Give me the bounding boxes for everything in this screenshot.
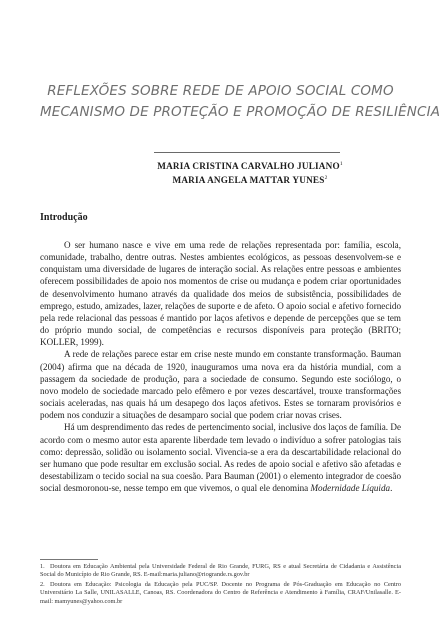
footnote-marker-2: 2	[324, 175, 328, 182]
section-heading: Introdução	[40, 212, 88, 223]
footnote-1: 1. Doutora em Educação Ambiental pela Universidade Federal de Rio Grande, FURG, RS e atual Secretária de Cidadania e Assistência Social do Município de Rio Grande, RS. E-mail:maria.juliano@riogrande.rs.gov.br	[40, 563, 401, 579]
author-list	[100, 158, 400, 186]
article-title	[40, 81, 441, 123]
footnote-divider	[40, 559, 98, 560]
paragraph-2: A rede de relações parece estar em crise neste mundo em constante transformação. Bauman (2004) afirma que na década de 1920, inauguramos uma nova era da história mundial, com a passagem da sociedade de produção, para a sociedade de consumo. Segundo este sociólogo, o novo modelo de sociedade marcado pelo efêmero e por vezes descartável, trouxe transformações sociais aceleradas, nas quais há um desapego dos laços afetivos. Estes se tornaram provisórios e podem nos conduzir a situações de desamparo social que podem criar novas crises.	[40, 349, 401, 421]
paragraph-1: O ser humano nasce e vive em uma rede de relações representada por: família, escola, comunidade, trabalho, dentre outras. Nestes ambientes ecológicos, as pessoas desenvolvem-se e conquistam uma diversidade de lugares de interação social. As relações entre pessoas e ambientes oferecem possibilidades de apoio nos momentos de crise ou mudança e podem criar oportunidades de desenvolvimento humano através da qualidade dos meios de subsistência, possibilidades de emprego, estudo, amizades, lazer, relações de suporte e de afeto. O apoio social e afetivo fornecido pela rede relacional das pessoas é mantido por laços afetivos e depende de percepções que se tem do próprio mundo social, de competências e recursos disponíveis para proteção (BRITO; KOLLER, 1999).	[40, 240, 401, 348]
title-line-2: MECANISMO DE PROTEÇÃO E PROMOÇÃO DE RESILIÊNCIA	[40, 104, 441, 121]
footnote-2: 2. Doutora em Educação: Psicologia da Educação pela PUC/SP. Docente no Programa de Pós-Graduação em Educação no Centro Universitário La Salle, UNILASALLE, Canoas, RS. Coordenadora do Centro de Referência e Atendimento à Família, CRAF/Unilasalle. E-mail: mamyunes@yahoo.com.br	[40, 580, 401, 605]
paragraph-3: Há um desprendimento das redes de pertencimento social, inclusive dos laços de família. De acordo com o mesmo autor esta aparente liberdade tem levado o indivíduo a sofrer patologias tais como: depressão, solidão ou isolamento social. Vivencia-se a era da descartabilidade relacional do ser humano que pode resultar em exclusão social. As redes de apoio social e afetivo são afetadas e desestabilizam o tecido social na sua coesão. Para Bauman (2001) o elemento integrador de coesão social desmoronou-se, nesse tempo em que vivemos, o qual ele denomina Modernidade Líquida.	[40, 422, 401, 494]
title-line-1: REFLEXÕES SOBRE REDE DE APOIO SOCIAL COMO	[47, 83, 394, 100]
author-1: MARIA CRISTINA CARVALHO JULIANO$^1$	[157, 161, 343, 172]
author-2: MARIA ANGELA MATTAR YUNES$^2$	[172, 175, 328, 186]
body-text	[40, 239, 401, 494]
footnotes	[40, 563, 401, 607]
emphasized-term: Modernidade Líquida	[310, 483, 391, 494]
footnote-marker-1: 1	[339, 161, 343, 167]
author-divider	[154, 152, 340, 153]
